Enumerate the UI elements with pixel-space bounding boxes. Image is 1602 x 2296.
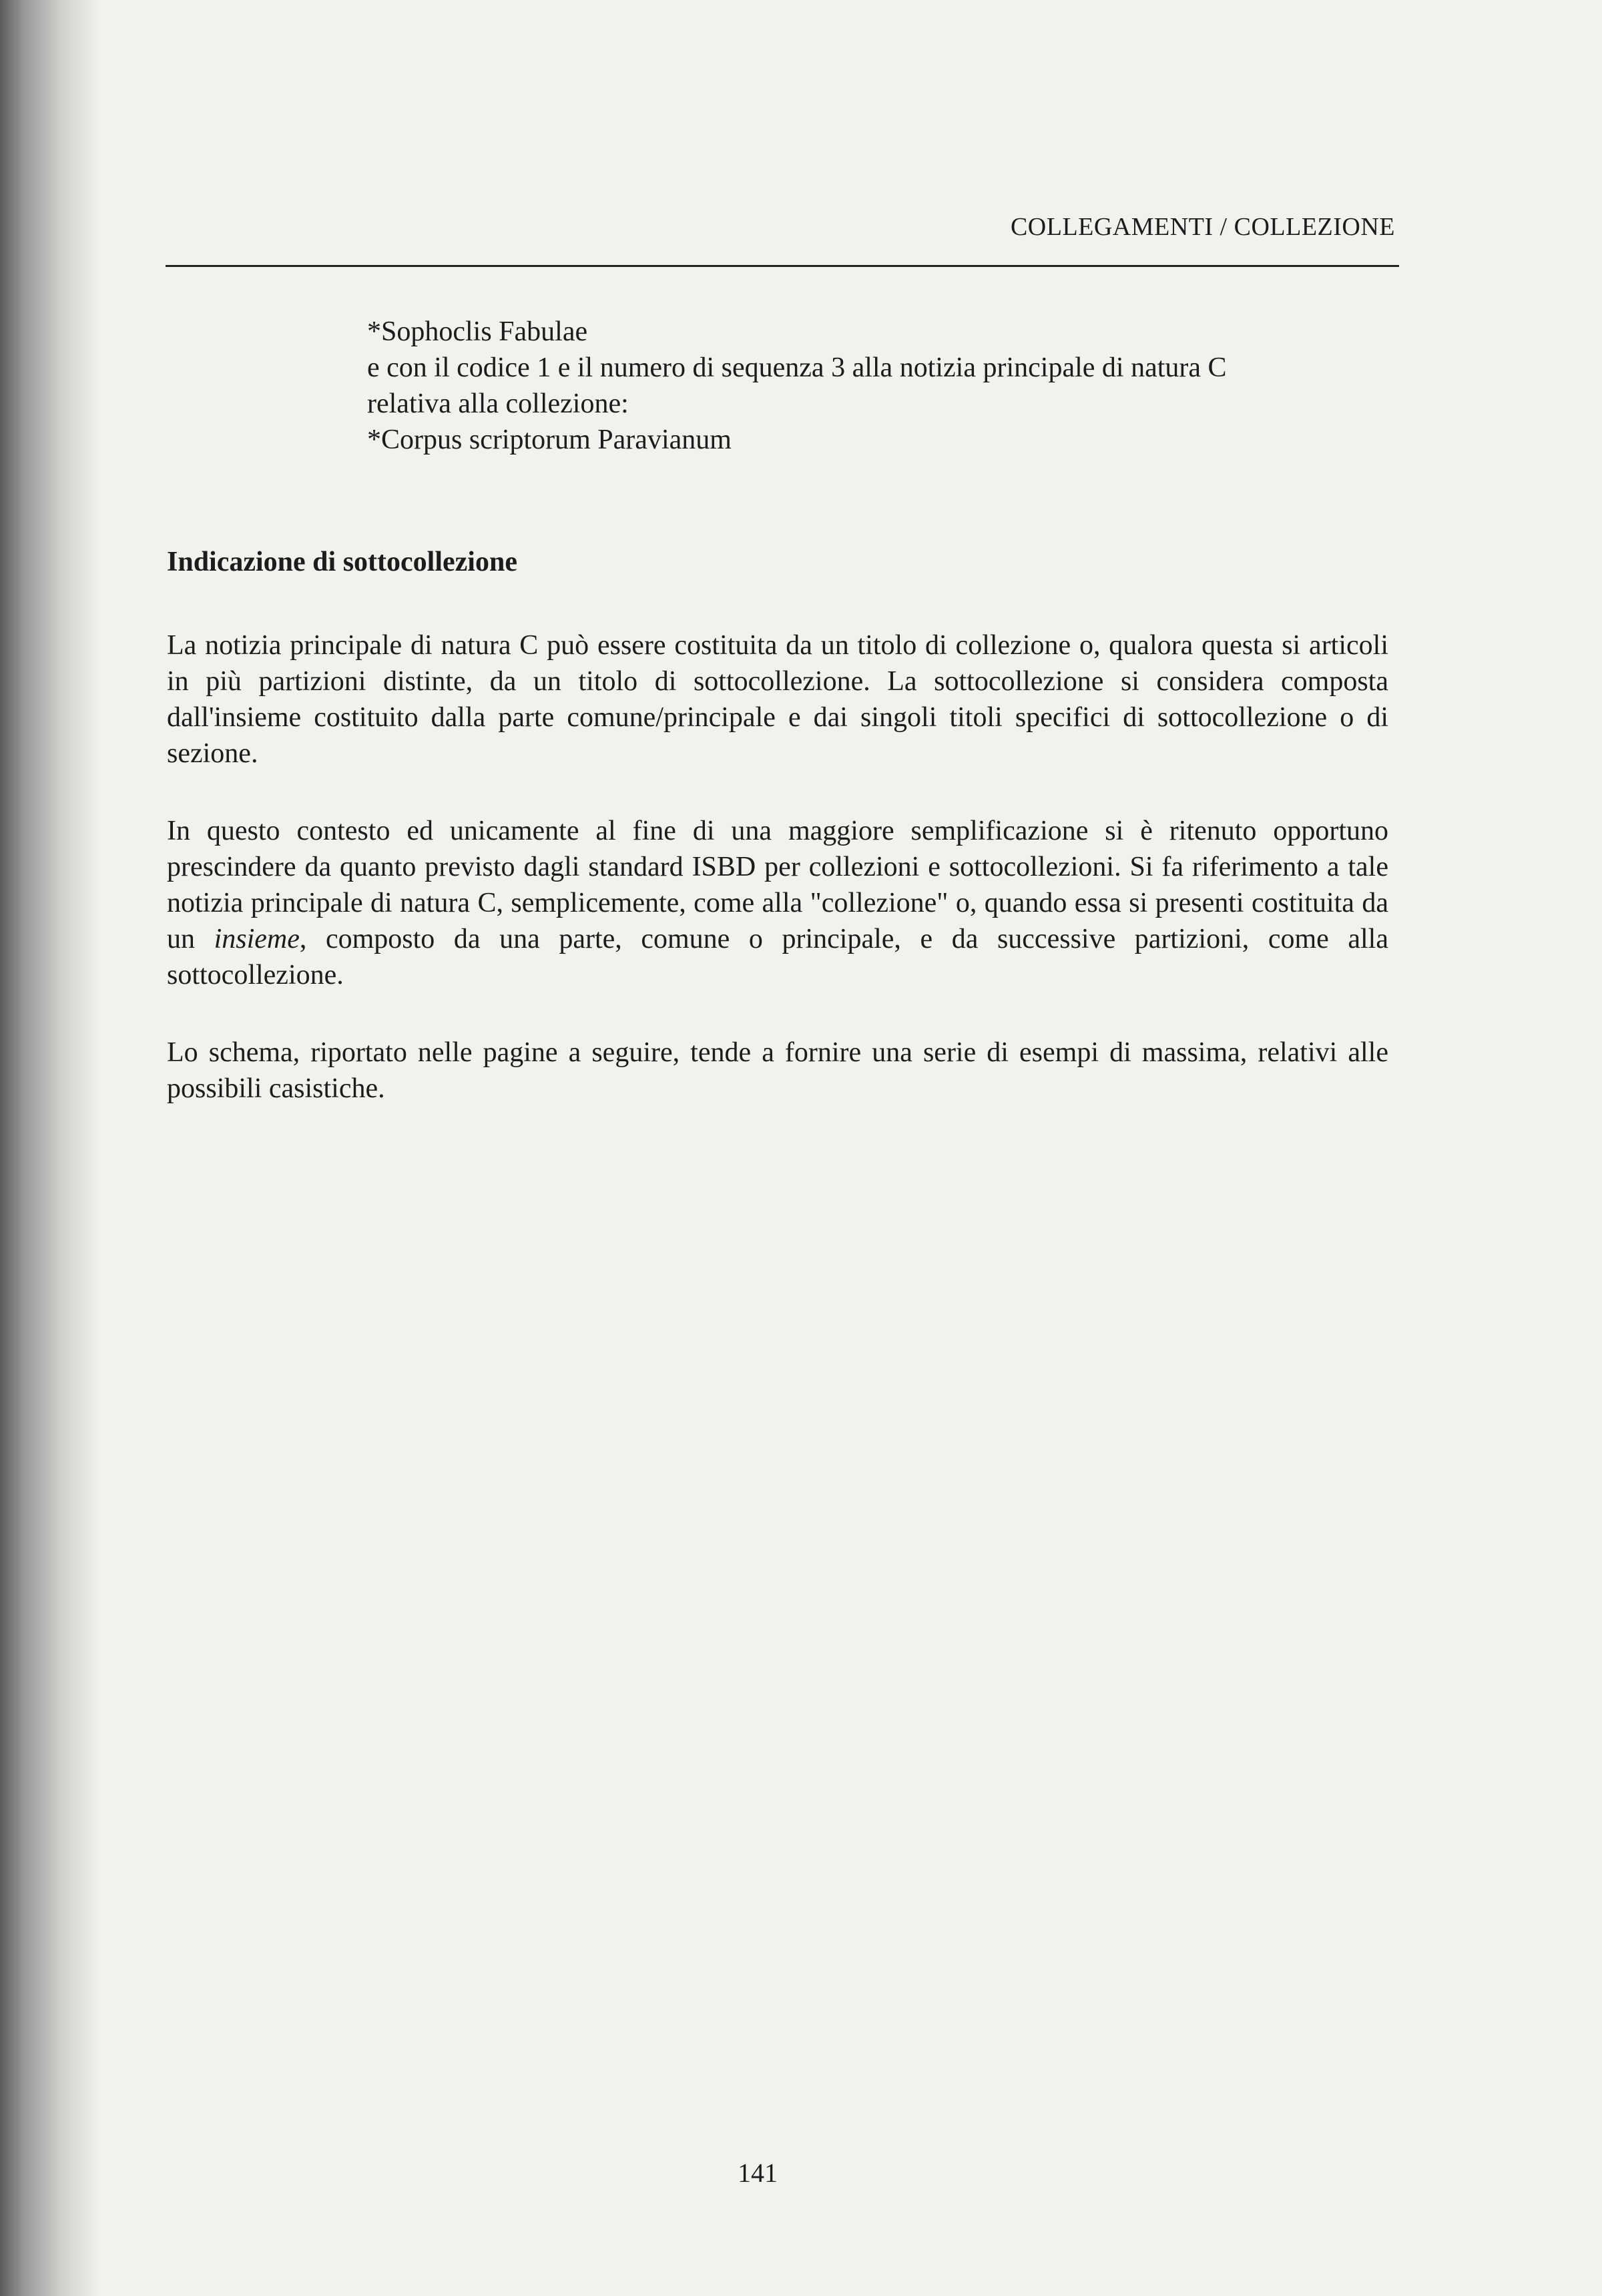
- example-line: *Sophoclis Fabulae: [367, 316, 588, 347]
- paragraph-2-emphasis: insieme: [214, 924, 300, 954]
- paragraph-1: La notizia principale di natura C può essere costituita da un titolo di collezione o, qualora questa si articoli in più partizioni distinte, da un titolo di sottocollezione. La sottocollezione si considera composta dall'insieme costituito dalla parte comune/principale e dai singoli titoli specifici di sottocollezione o di sezione.: [167, 630, 1388, 769]
- example-line: e con il codice 1 e il numero di sequenza 3 alla notizia principale di natura C: [367, 352, 1227, 383]
- paragraph-2-text-end: , composto da una parte, comune o principale, e da successive partizioni, come alla sottocollezione.: [167, 924, 1388, 990]
- page-number: 141: [738, 2158, 778, 2188]
- binding-shadow: [0, 0, 100, 2296]
- paragraph-2: [167, 813, 1388, 993]
- example-block: [367, 314, 1402, 458]
- example-line: *Corpus scriptorum Paravianum: [367, 424, 732, 455]
- paragraph-3: Lo schema, riportato nelle pagine a seguire, tende a fornire una serie di esempi di massima, relativi alle possibili casistiche.: [167, 1037, 1388, 1104]
- running-head: COLLEGAMENTI / COLLEZIONE: [1010, 213, 1395, 241]
- section-title: Indicazione di sottocollezione: [167, 547, 517, 577]
- paragraph-2-text: In questo contesto ed unicamente al fine di una maggiore semplificazione si è ritenuto opportuno prescindere da quanto previsto dagli standard ISBD per collezioni e sottocollezioni. Si fa riferimento a tale notizia principale di natura C, semplicemente, come alla "collezione" o, quando essa si presenti costituita da un: [167, 816, 1388, 954]
- header-rule: [166, 265, 1399, 267]
- example-line: relativa alla collezione:: [367, 388, 629, 419]
